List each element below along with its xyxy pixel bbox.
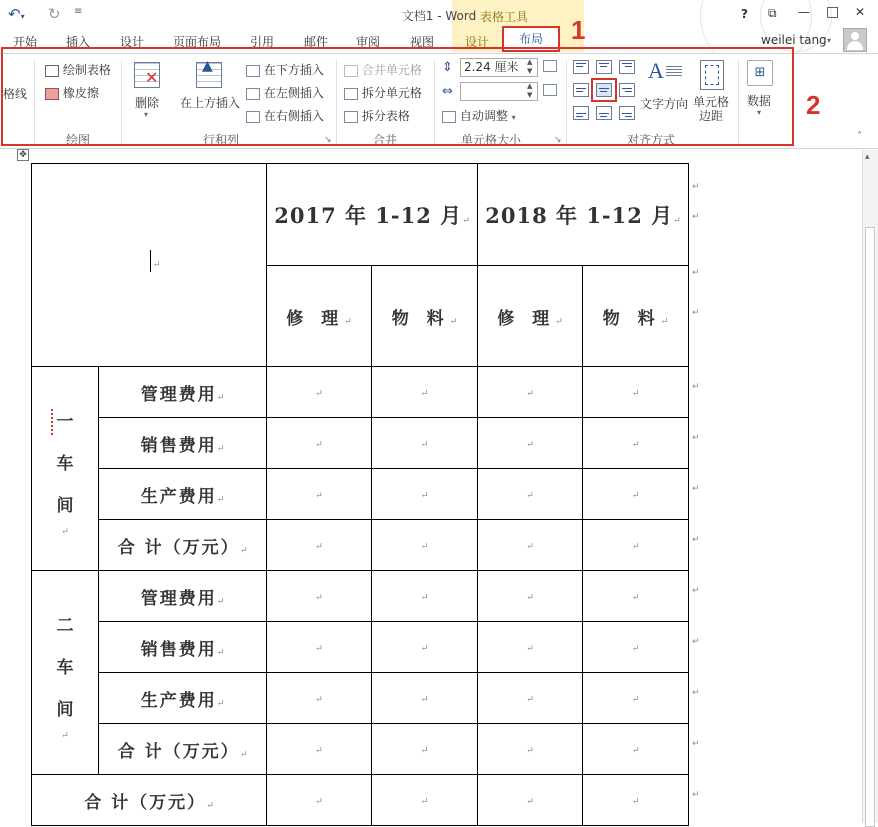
end-of-row-mark: ↵	[692, 586, 700, 596]
data-cell[interactable]	[267, 775, 372, 826]
column-width-icon: ⇔	[442, 84, 453, 99]
paragraph-mark: ↵	[526, 695, 534, 705]
dialog-launcher-icon[interactable]: ↘	[324, 135, 332, 145]
end-of-row-mark: ↵	[692, 739, 700, 749]
row-label-subtotal[interactable]	[99, 520, 267, 571]
paragraph-mark: ↵	[216, 494, 225, 505]
paragraph-mark: ↵	[420, 542, 429, 552]
minimize-button[interactable]: —	[798, 5, 810, 19]
row-label: 销售费用	[140, 435, 217, 456]
paragraph-mark: ↵	[462, 215, 470, 226]
paragraph-mark: ↵	[216, 443, 225, 454]
data-cell[interactable]	[372, 469, 478, 520]
data-cell[interactable]	[267, 418, 372, 469]
paragraph-mark: ↵	[216, 596, 225, 607]
data-label: 数据	[747, 94, 772, 108]
spinner-icon[interactable]: ▲ ▼	[527, 58, 533, 75]
arrow-up-icon: ▲	[202, 58, 213, 74]
paragraph-mark: ↵	[216, 647, 225, 658]
row-label: 销售费用	[140, 639, 217, 660]
text-cursor	[150, 250, 151, 272]
paragraph-mark: ↵	[420, 695, 429, 705]
undo-icon[interactable]: ↶▾	[8, 5, 25, 23]
paragraph-mark: ↵	[555, 316, 563, 327]
paragraph-mark: ↵	[526, 644, 534, 654]
paragraph-mark: ↵	[315, 491, 323, 501]
paragraph-mark: ↵	[526, 389, 534, 399]
data-cell[interactable]	[372, 520, 478, 571]
spelling-underline	[51, 407, 53, 435]
data-cell[interactable]	[372, 367, 478, 418]
row-label-sales[interactable]	[99, 622, 267, 673]
dialog-launcher-icon[interactable]: ↘	[554, 135, 562, 145]
data-cell[interactable]	[267, 469, 372, 520]
text-direction-label: 文字方向	[640, 97, 689, 111]
data-cell[interactable]	[267, 520, 372, 571]
header-year-label: 2017 年 1-12 月	[274, 202, 463, 228]
paragraph-mark: ↵	[61, 730, 69, 741]
scroll-up-icon[interactable]: ▴	[865, 152, 870, 162]
window-title: 文档1 - Word	[401, 9, 477, 23]
spinner-icon[interactable]: ▲ ▼	[527, 82, 533, 99]
data-cell[interactable]	[372, 571, 478, 622]
paragraph-mark: ↵	[631, 746, 640, 756]
header-year-2018[interactable]	[478, 164, 689, 266]
end-of-row-mark: ↵	[692, 484, 700, 494]
ribbon-highlight-box	[1, 47, 794, 146]
row-label: 管理费用	[140, 384, 217, 405]
row-height-input[interactable]: 2.24 厘米	[460, 58, 538, 77]
collapse-ribbon-icon[interactable]: ˄	[857, 131, 862, 142]
paragraph-mark: ↵	[631, 440, 640, 450]
scrollbar-thumb[interactable]	[865, 227, 875, 827]
data-cell[interactable]	[478, 673, 583, 724]
paragraph-mark: ↵	[420, 644, 429, 654]
redo-icon[interactable]: ↻	[48, 5, 61, 23]
data-table[interactable]	[31, 163, 689, 826]
maximize-button[interactable]: □	[826, 4, 840, 20]
paragraph-mark: ↵	[631, 389, 640, 399]
data-cell[interactable]	[267, 622, 372, 673]
row-label-subtotal[interactable]	[99, 724, 267, 775]
paragraph-mark: ↵	[315, 593, 323, 603]
paragraph-mark: ↵	[216, 698, 225, 709]
paragraph-mark: ↵	[631, 695, 640, 705]
table-move-handle-icon[interactable]: ✥	[17, 149, 29, 161]
row-label: 合 计（万元）	[117, 537, 240, 558]
data-cell[interactable]	[583, 469, 689, 520]
subheader-repair-2017[interactable]	[267, 266, 372, 367]
row-label-management[interactable]	[99, 571, 267, 622]
data-cell[interactable]	[583, 622, 689, 673]
end-of-row-mark: ↵	[692, 433, 700, 443]
merge-cells-label: 合并单元格	[361, 63, 422, 77]
row-height-icon: ⇕	[442, 60, 453, 75]
data-cell[interactable]	[372, 775, 478, 826]
tab-home[interactable]: 开始	[13, 35, 38, 49]
subheader-materials-2017[interactable]	[372, 266, 478, 367]
data-cell[interactable]	[478, 775, 583, 826]
draw-table-label: 绘制表格	[62, 63, 111, 77]
chevron-down-icon: ▾	[511, 113, 516, 122]
row-label: 生产费用	[140, 486, 217, 507]
paragraph-mark: ↵	[631, 644, 640, 654]
view-gridlines-button[interactable]: 格线	[3, 87, 28, 101]
paragraph-mark: ↵	[315, 644, 323, 654]
data-cell[interactable]	[267, 367, 372, 418]
table-tools-label: 表格工具	[479, 10, 528, 24]
end-of-row-mark: ↵	[692, 535, 700, 545]
data-cell[interactable]	[267, 571, 372, 622]
header-year-label: 2018 年 1-12 月	[485, 202, 674, 228]
group-name-char: 间	[56, 699, 74, 720]
row-label: 合 计（万元）	[84, 792, 207, 813]
data-cell[interactable]	[372, 724, 478, 775]
paragraph-mark: ↵	[239, 749, 248, 760]
data-cell[interactable]	[372, 673, 478, 724]
paragraph-mark: ↵	[315, 542, 323, 552]
data-cell[interactable]	[478, 520, 583, 571]
paragraph-mark: ↵	[420, 746, 429, 756]
insert-above-label: 在上方插入	[180, 96, 241, 110]
end-of-row-mark: ↵	[692, 268, 700, 278]
paragraph-mark: ↵	[315, 440, 323, 450]
tab-insert[interactable]: 插入	[66, 35, 91, 49]
paragraph-mark: ↵	[216, 392, 225, 403]
group-name-char: 一	[56, 411, 74, 432]
data-cell[interactable]	[478, 418, 583, 469]
tab-table-layout[interactable]: 布局	[502, 26, 560, 52]
row-label-management[interactable]	[99, 367, 267, 418]
end-of-row-mark: ↵	[692, 308, 700, 318]
group-name-char: 间	[56, 495, 74, 516]
paragraph-mark: ↵	[526, 491, 534, 501]
group-label-draw: 绘图	[66, 133, 91, 147]
row-label: 管理费用	[140, 588, 217, 609]
row-label-sales[interactable]	[99, 418, 267, 469]
paragraph-mark: ↵	[420, 491, 429, 501]
end-of-row-mark: ↵	[692, 637, 700, 647]
data-cell[interactable]	[583, 367, 689, 418]
group-cell-workshop-2[interactable]	[32, 571, 99, 775]
end-of-row-mark: ↵	[692, 688, 700, 698]
subheader-repair-2018[interactable]	[478, 266, 583, 367]
paragraph-mark: ↵	[526, 797, 534, 807]
chevron-down-icon: ▾	[757, 108, 762, 117]
paragraph-mark: ↵	[526, 542, 534, 552]
row-label-grand-total[interactable]	[32, 775, 267, 826]
data-cell[interactable]	[583, 775, 689, 826]
tab-table-design[interactable]: 设计	[465, 35, 490, 49]
paragraph-mark: ↵	[61, 526, 69, 537]
end-of-row-mark: ↵	[692, 790, 700, 800]
split-table-label: 拆分表格	[361, 109, 410, 123]
subheader-label: 修 理	[497, 308, 556, 329]
data-cell[interactable]	[267, 673, 372, 724]
user-name[interactable]: weilei tang	[761, 33, 827, 47]
data-cell[interactable]	[478, 367, 583, 418]
group-label-cell-size: 单元格大小	[461, 133, 522, 147]
group-name-char: 车	[56, 657, 74, 678]
data-cell[interactable]	[583, 418, 689, 469]
annotation-1: 1	[571, 15, 586, 45]
data-cell[interactable]	[583, 724, 689, 775]
chevron-down-icon[interactable]: ▾	[827, 36, 832, 45]
row-label: 合 计（万元）	[117, 741, 240, 762]
insert-below-label: 在下方插入	[263, 63, 324, 77]
tab-view[interactable]: 视图	[410, 35, 435, 49]
paragraph-mark: ↵	[315, 746, 323, 756]
insert-left-label: 在左侧插入	[263, 86, 324, 100]
paragraph-mark: ↵	[315, 695, 323, 705]
group-label-merge: 合并	[373, 133, 398, 147]
tab-references[interactable]: 引用	[250, 35, 275, 49]
paragraph-mark: ↵	[673, 215, 681, 226]
help-icon[interactable]: ?	[741, 7, 748, 21]
paragraph-mark: ↵	[660, 316, 669, 327]
end-of-row-mark: ↵	[692, 182, 700, 192]
data-cell[interactable]	[267, 724, 372, 775]
paragraph-mark: ↵	[526, 440, 534, 450]
paragraph-mark: ↵	[315, 389, 323, 399]
tab-page-layout[interactable]: 页面布局	[173, 35, 222, 49]
paragraph-mark: ↵	[315, 797, 323, 807]
end-of-row-mark: ↵	[692, 382, 700, 392]
group-label-alignment: 对齐方式	[627, 133, 676, 147]
cell-margins-label: 单元格 边距	[693, 95, 730, 123]
avatar[interactable]	[843, 28, 867, 52]
paragraph-mark: ↵	[631, 593, 640, 603]
end-of-row-mark: ↵	[692, 212, 700, 222]
delete-label: 删除	[135, 96, 160, 110]
tab-design[interactable]: 设计	[120, 35, 145, 49]
data-cell[interactable]	[478, 724, 583, 775]
data-cell[interactable]	[478, 469, 583, 520]
insert-right-label: 在右侧插入	[263, 109, 324, 123]
paragraph-mark: ↵	[631, 491, 640, 501]
subheader-materials-2018[interactable]	[583, 266, 689, 367]
paragraph-mark: ↵	[420, 440, 429, 450]
group-name-char: 二	[56, 615, 74, 636]
paragraph-mark: ↵	[526, 746, 534, 756]
row-label-production[interactable]	[99, 673, 267, 724]
corner-cell[interactable]	[32, 164, 267, 367]
paragraph-mark: ↵	[153, 260, 161, 270]
data-icon: ⊞	[747, 60, 773, 86]
ribbon-display-options-icon[interactable]: ⧉	[768, 6, 777, 20]
annotation-2: 2	[806, 90, 821, 120]
subheader-label: 物 料	[391, 308, 450, 329]
customize-quick-access-icon[interactable]: ≡	[74, 6, 83, 17]
header-year-2017[interactable]	[267, 164, 478, 266]
data-cell[interactable]	[583, 571, 689, 622]
paragraph-mark: ↵	[420, 797, 429, 807]
data-cell[interactable]	[372, 418, 478, 469]
tab-review[interactable]: 审阅	[356, 35, 381, 49]
paragraph-mark: ↵	[420, 593, 429, 603]
paragraph-mark: ↵	[449, 316, 458, 327]
close-button[interactable]: ✕	[855, 5, 866, 19]
data-cell[interactable]	[478, 571, 583, 622]
paragraph-mark: ↵	[631, 542, 640, 552]
row-label: 生产费用	[140, 690, 217, 711]
autofit-label: 自动调整	[459, 109, 508, 123]
tab-mailings[interactable]: 邮件	[304, 35, 329, 49]
group-cell-workshop-1[interactable]	[32, 367, 99, 571]
paragraph-mark: ↵	[631, 797, 640, 807]
row-label-production[interactable]	[99, 469, 267, 520]
split-cells-label: 拆分单元格	[361, 86, 422, 100]
group-name-char: 车	[56, 453, 74, 474]
subheader-label: 修 理	[286, 308, 345, 329]
data-cell[interactable]	[478, 622, 583, 673]
delete-x-icon: ✕	[145, 68, 159, 87]
data-cell[interactable]	[583, 673, 689, 724]
paragraph-mark: ↵	[206, 800, 214, 811]
paragraph-mark: ↵	[420, 389, 429, 399]
group-label-rows-cols: 行和列	[203, 133, 240, 147]
paragraph-mark: ↵	[239, 545, 248, 556]
data-cell[interactable]	[583, 520, 689, 571]
eraser-label: 橡皮擦	[62, 86, 99, 100]
data-cell[interactable]	[372, 622, 478, 673]
subheader-label: 物 料	[602, 308, 661, 329]
text-direction-icon: A	[648, 58, 664, 83]
paragraph-mark: ↵	[344, 316, 352, 327]
paragraph-mark: ↵	[526, 593, 534, 603]
chevron-down-icon: ▾	[144, 110, 149, 119]
